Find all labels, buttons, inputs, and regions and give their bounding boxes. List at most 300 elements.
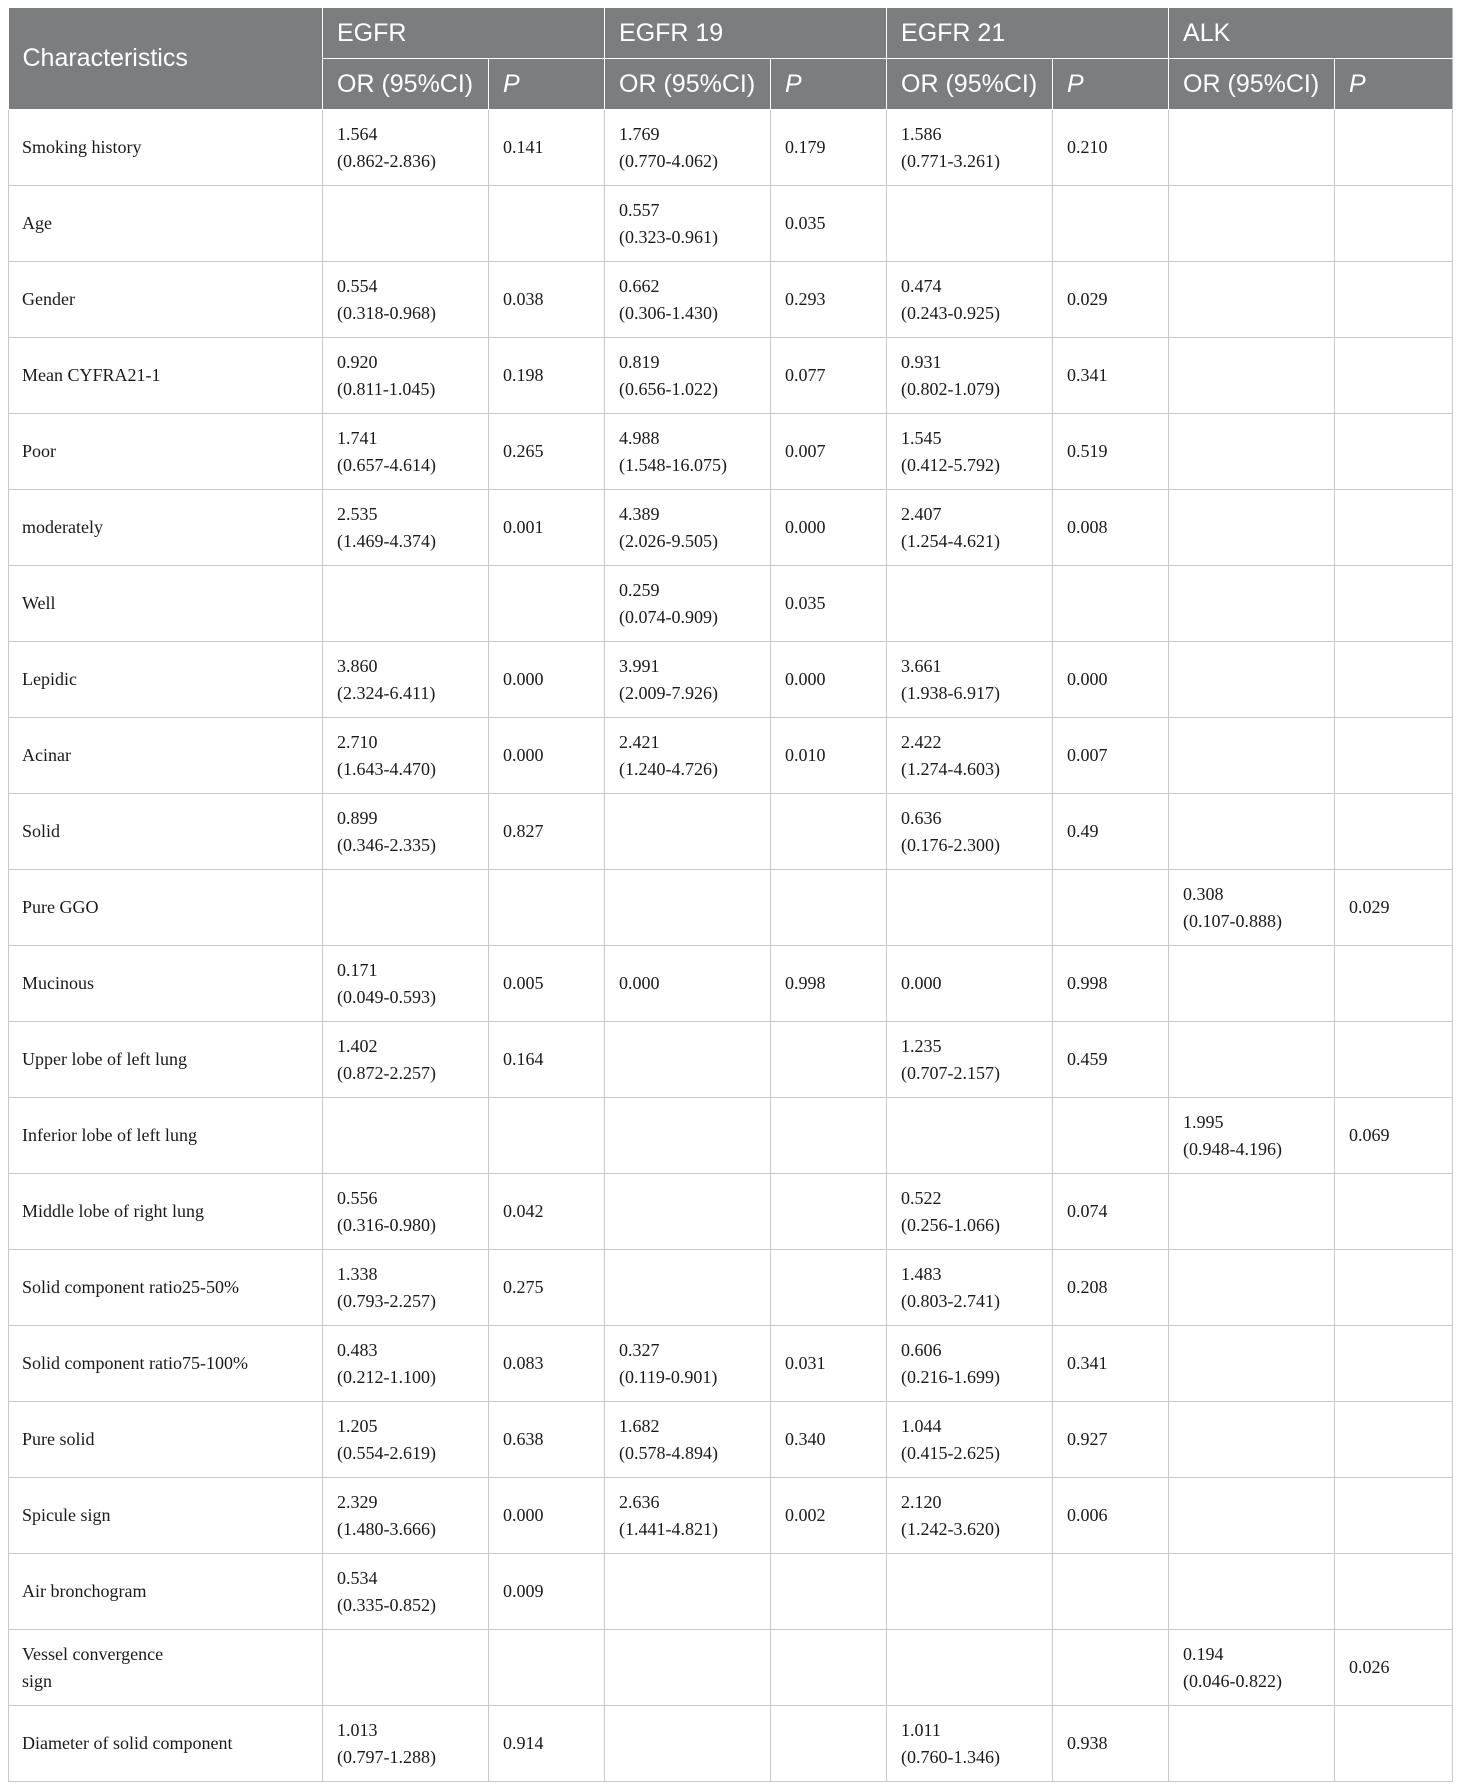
- ci-value: (0.049-0.593): [337, 986, 436, 1007]
- or-value: 0.474: [901, 275, 942, 296]
- or-cell-egfr: [323, 110, 489, 186]
- or-cell-egfr21: [887, 1706, 1053, 1782]
- or-cell-alk: [1169, 1174, 1335, 1250]
- or-cell-egfr: [323, 642, 489, 718]
- ci-value: (2.324-6.411): [337, 682, 436, 703]
- p-cell-egfr21: 0.210: [1053, 110, 1169, 186]
- or-cell-egfr21: [887, 490, 1053, 566]
- ci-value: (0.554-2.619): [337, 1442, 436, 1463]
- or-cell-egfr21: [887, 110, 1053, 186]
- or-cell-alk: [1169, 186, 1335, 262]
- or-cell-egfr21: [887, 946, 1053, 1022]
- table-row: [9, 1326, 1453, 1402]
- p-cell-alk: [1335, 1174, 1453, 1250]
- or-header: OR (95%CI): [1169, 59, 1335, 110]
- or-header: OR (95%CI): [605, 59, 771, 110]
- or-value: 0.931: [901, 351, 942, 372]
- or-value: 1.741: [337, 427, 378, 448]
- row-label: Upper lobe of left lung: [9, 1022, 323, 1098]
- or-cell-alk: [1169, 642, 1335, 718]
- ci-value: (2.009-7.926): [619, 682, 718, 703]
- or-cell-alk: [1169, 1554, 1335, 1630]
- or-cell-egfr19: [605, 794, 771, 870]
- row-label-line: Vessel convergence: [22, 1643, 164, 1664]
- or-cell-egfr: [323, 718, 489, 794]
- or-cell-egfr21: [887, 794, 1053, 870]
- or-cell-egfr19: [605, 1098, 771, 1174]
- or-cell-egfr19: [605, 110, 771, 186]
- table-row: [9, 642, 1453, 718]
- row-label: Lepidic: [9, 642, 323, 718]
- or-cell-egfr: [323, 1478, 489, 1554]
- row-label: Inferior lobe of left lung: [9, 1098, 323, 1174]
- or-cell-egfr19: [605, 1022, 771, 1098]
- p-cell-egfr: 0.038: [489, 262, 605, 338]
- row-label: [9, 1630, 323, 1706]
- or-cell-alk: [1169, 1630, 1335, 1706]
- or-cell-egfr19: [605, 642, 771, 718]
- table-row: [9, 338, 1453, 414]
- p-cell-alk: [1335, 718, 1453, 794]
- row-label: moderately: [9, 490, 323, 566]
- row-label: Poor: [9, 414, 323, 490]
- or-value: 0.483: [337, 1339, 378, 1360]
- ci-value: (0.243-0.925): [901, 302, 1001, 323]
- or-value: 2.710: [337, 731, 378, 752]
- p-cell-egfr19: 0.010: [771, 718, 887, 794]
- ci-value: (0.107-0.888): [1183, 910, 1283, 931]
- or-cell-egfr: [323, 1402, 489, 1478]
- ci-value: (0.216-1.699): [901, 1366, 1001, 1387]
- table-row: [9, 1098, 1453, 1174]
- p-cell-egfr: 0.638: [489, 1402, 605, 1478]
- row-label: Smoking history: [9, 110, 323, 186]
- or-cell-egfr21: [887, 642, 1053, 718]
- p-cell-egfr: 0.042: [489, 1174, 605, 1250]
- p-cell-egfr: 0.827: [489, 794, 605, 870]
- row-label: Solid component ratio25-50%: [9, 1250, 323, 1326]
- row-label: Well: [9, 566, 323, 642]
- p-header: P: [1053, 59, 1169, 110]
- table-row: [9, 1250, 1453, 1326]
- ci-value: (1.240-4.726): [619, 758, 718, 779]
- or-cell-egfr: [323, 870, 489, 946]
- p-cell-egfr21: [1053, 566, 1169, 642]
- or-cell-egfr19: [605, 1554, 771, 1630]
- p-cell-alk: [1335, 1250, 1453, 1326]
- row-label: Diameter of solid component: [9, 1706, 323, 1782]
- or-cell-alk: [1169, 1250, 1335, 1326]
- p-cell-egfr21: [1053, 1630, 1169, 1706]
- ci-value: (0.412-5.792): [901, 454, 1001, 475]
- or-value: 0.920: [337, 351, 378, 372]
- p-cell-alk: [1335, 642, 1453, 718]
- ci-value: (0.074-0.909): [619, 606, 718, 627]
- ci-value: (0.803-2.741): [901, 1290, 1001, 1311]
- ci-value: (1.469-4.374): [337, 530, 436, 551]
- or-cell-egfr19: [605, 1402, 771, 1478]
- ci-value: (0.335-0.852): [337, 1594, 436, 1615]
- group-header-egfr: EGFR: [323, 8, 605, 59]
- ci-value: (0.707-2.157): [901, 1062, 1001, 1083]
- p-cell-alk: [1335, 490, 1453, 566]
- or-cell-egfr21: [887, 1326, 1053, 1402]
- or-cell-egfr19: [605, 1250, 771, 1326]
- p-cell-egfr19: 0.002: [771, 1478, 887, 1554]
- p-cell-egfr21: 0.519: [1053, 414, 1169, 490]
- or-cell-alk: [1169, 414, 1335, 490]
- or-value: 0.308: [1183, 883, 1224, 904]
- ci-value: (0.760-1.346): [901, 1746, 1001, 1767]
- p-cell-egfr21: [1053, 186, 1169, 262]
- p-cell-egfr19: 0.031: [771, 1326, 887, 1402]
- p-cell-egfr19: [771, 1250, 887, 1326]
- ci-value: (0.256-1.066): [901, 1214, 1001, 1235]
- or-cell-alk: [1169, 946, 1335, 1022]
- ci-value: (0.046-0.822): [1183, 1670, 1283, 1691]
- ci-value: (1.254-4.621): [901, 530, 1001, 551]
- or-value: 1.995: [1183, 1111, 1224, 1132]
- ci-value: (0.415-2.625): [901, 1442, 1001, 1463]
- ci-value: (0.306-1.430): [619, 302, 718, 323]
- row-label: Gender: [9, 262, 323, 338]
- or-cell-egfr19: [605, 1478, 771, 1554]
- ci-value: (0.872-2.257): [337, 1062, 436, 1083]
- table-row: [9, 946, 1453, 1022]
- or-value: 0.606: [901, 1339, 942, 1360]
- ci-value: (0.212-1.100): [337, 1366, 436, 1387]
- ci-value: (0.316-0.980): [337, 1214, 436, 1235]
- p-header: P: [771, 59, 887, 110]
- row-label: Middle lobe of right lung: [9, 1174, 323, 1250]
- or-value: 0.819: [619, 351, 660, 372]
- or-value: 1.338: [337, 1263, 378, 1284]
- table-row: [9, 1478, 1453, 1554]
- group-header-egfr19: EGFR 19: [605, 8, 887, 59]
- row-label: Air bronchogram: [9, 1554, 323, 1630]
- or-cell-egfr: [323, 794, 489, 870]
- or-cell-egfr: [323, 1250, 489, 1326]
- p-cell-egfr19: [771, 1630, 887, 1706]
- ci-value: (1.242-3.620): [901, 1518, 1001, 1539]
- or-cell-egfr21: [887, 1478, 1053, 1554]
- p-cell-egfr19: 0.998: [771, 946, 887, 1022]
- ci-value: (0.323-0.961): [619, 226, 718, 247]
- p-cell-egfr21: [1053, 870, 1169, 946]
- or-cell-egfr21: [887, 1250, 1053, 1326]
- or-cell-egfr21: [887, 1098, 1053, 1174]
- ci-value: (0.578-4.894): [619, 1442, 718, 1463]
- or-cell-egfr19: [605, 338, 771, 414]
- or-cell-egfr21: [887, 1174, 1053, 1250]
- row-label: Acinar: [9, 718, 323, 794]
- or-cell-egfr: [323, 566, 489, 642]
- or-value: 0.899: [337, 807, 378, 828]
- p-cell-egfr: 0.000: [489, 1478, 605, 1554]
- characteristics-header: Characteristics: [9, 8, 323, 110]
- group-header-alk: ALK: [1169, 8, 1453, 59]
- table-row: [9, 794, 1453, 870]
- p-cell-egfr19: [771, 794, 887, 870]
- p-cell-egfr: 0.141: [489, 110, 605, 186]
- or-value: 0.554: [337, 275, 378, 296]
- ci-value: (0.176-2.300): [901, 834, 1001, 855]
- or-value: 1.402: [337, 1035, 378, 1056]
- or-value: 1.483: [901, 1263, 942, 1284]
- table-row: [9, 414, 1453, 490]
- row-label: Mean CYFRA21-1: [9, 338, 323, 414]
- or-cell-egfr21: [887, 414, 1053, 490]
- or-cell-egfr: [323, 490, 489, 566]
- p-cell-egfr19: 0.000: [771, 490, 887, 566]
- p-cell-egfr21: 0.074: [1053, 1174, 1169, 1250]
- or-cell-egfr: [323, 262, 489, 338]
- or-cell-alk: [1169, 490, 1335, 566]
- table-row: [9, 490, 1453, 566]
- or-cell-egfr19: [605, 414, 771, 490]
- p-cell-egfr: 0.275: [489, 1250, 605, 1326]
- or-cell-alk: [1169, 1402, 1335, 1478]
- table-row: [9, 1022, 1453, 1098]
- or-value: 2.407: [901, 503, 942, 524]
- p-cell-egfr19: 0.077: [771, 338, 887, 414]
- p-cell-egfr21: 0.998: [1053, 946, 1169, 1022]
- p-cell-egfr19: 0.007: [771, 414, 887, 490]
- ci-value: (0.948-4.196): [1183, 1138, 1283, 1159]
- or-value: 1.013: [337, 1719, 378, 1740]
- p-cell-egfr: 0.009: [489, 1554, 605, 1630]
- p-cell-alk: [1335, 946, 1453, 1022]
- table-row: [9, 1630, 1453, 1706]
- or-value: 1.205: [337, 1415, 378, 1436]
- or-cell-egfr19: [605, 490, 771, 566]
- p-cell-egfr19: 0.035: [771, 186, 887, 262]
- or-value: 0.259: [619, 579, 660, 600]
- or-cell-egfr: [323, 1098, 489, 1174]
- p-cell-alk: [1335, 1706, 1453, 1782]
- p-cell-egfr21: [1053, 1098, 1169, 1174]
- or-cell-egfr21: [887, 566, 1053, 642]
- or-value: 2.422: [901, 731, 942, 752]
- or-value: 1.564: [337, 123, 378, 144]
- ci-value: (0.770-4.062): [619, 150, 718, 171]
- p-cell-egfr19: [771, 1098, 887, 1174]
- ci-value: (1.548-16.075): [619, 454, 727, 475]
- or-cell-egfr: [323, 1630, 489, 1706]
- p-cell-alk: [1335, 566, 1453, 642]
- or-value: 0.636: [901, 807, 942, 828]
- p-cell-egfr21: 0.008: [1053, 490, 1169, 566]
- or-value: 1.044: [901, 1415, 942, 1436]
- or-cell-egfr: [323, 414, 489, 490]
- or-value: 0.327: [619, 1339, 660, 1360]
- or-cell-egfr: [323, 1706, 489, 1782]
- or-value: 1.011: [901, 1719, 941, 1740]
- or-value: 0.000: [619, 973, 660, 993]
- or-value: 1.545: [901, 427, 942, 448]
- or-value: 1.769: [619, 123, 660, 144]
- table-header: [9, 8, 1453, 110]
- or-value: 1.235: [901, 1035, 942, 1056]
- or-cell-egfr21: [887, 1554, 1053, 1630]
- p-cell-egfr19: [771, 1022, 887, 1098]
- p-cell-egfr: 0.265: [489, 414, 605, 490]
- or-cell-alk: [1169, 566, 1335, 642]
- or-cell-alk: [1169, 1098, 1335, 1174]
- or-cell-egfr19: [605, 946, 771, 1022]
- or-cell-egfr19: [605, 566, 771, 642]
- p-cell-egfr: 0.164: [489, 1022, 605, 1098]
- or-cell-alk: [1169, 1706, 1335, 1782]
- or-cell-alk: [1169, 718, 1335, 794]
- ci-value: (0.793-2.257): [337, 1290, 436, 1311]
- p-cell-alk: [1335, 1022, 1453, 1098]
- or-cell-egfr: [323, 1022, 489, 1098]
- or-value: 0.534: [337, 1567, 378, 1588]
- p-cell-egfr19: 0.000: [771, 642, 887, 718]
- p-cell-alk: 0.029: [1335, 870, 1453, 946]
- table-row: [9, 566, 1453, 642]
- ci-value: (0.771-3.261): [901, 150, 1001, 171]
- or-cell-alk: [1169, 110, 1335, 186]
- p-cell-alk: [1335, 338, 1453, 414]
- p-cell-egfr19: 0.293: [771, 262, 887, 338]
- or-cell-alk: [1169, 262, 1335, 338]
- table-row: [9, 870, 1453, 946]
- ci-value: (1.643-4.470): [337, 758, 436, 779]
- or-value: 4.389: [619, 503, 660, 524]
- or-cell-alk: [1169, 870, 1335, 946]
- or-cell-egfr: [323, 186, 489, 262]
- p-cell-alk: 0.026: [1335, 1630, 1453, 1706]
- or-cell-egfr: [323, 1326, 489, 1402]
- or-cell-alk: [1169, 1478, 1335, 1554]
- or-cell-alk: [1169, 338, 1335, 414]
- p-cell-egfr19: [771, 1706, 887, 1782]
- or-cell-egfr21: [887, 870, 1053, 946]
- or-value: 2.535: [337, 503, 378, 524]
- p-cell-egfr: 0.001: [489, 490, 605, 566]
- or-cell-egfr19: [605, 1630, 771, 1706]
- or-cell-egfr19: [605, 1174, 771, 1250]
- p-cell-egfr: [489, 566, 605, 642]
- or-cell-egfr21: [887, 186, 1053, 262]
- p-cell-egfr: [489, 1098, 605, 1174]
- or-cell-egfr19: [605, 870, 771, 946]
- or-cell-egfr19: [605, 186, 771, 262]
- p-cell-egfr21: 0.459: [1053, 1022, 1169, 1098]
- or-cell-alk: [1169, 1326, 1335, 1402]
- p-cell-alk: [1335, 794, 1453, 870]
- or-value: 1.682: [619, 1415, 660, 1436]
- or-cell-alk: [1169, 1022, 1335, 1098]
- p-cell-alk: [1335, 110, 1453, 186]
- row-label: Pure solid: [9, 1402, 323, 1478]
- or-value: 2.120: [901, 1491, 942, 1512]
- p-cell-egfr19: [771, 870, 887, 946]
- or-value: 2.636: [619, 1491, 660, 1512]
- ci-value: (1.441-4.821): [619, 1518, 718, 1539]
- p-cell-egfr: 0.000: [489, 718, 605, 794]
- or-value: 2.329: [337, 1491, 378, 1512]
- table-row: [9, 262, 1453, 338]
- p-cell-egfr19: 0.340: [771, 1402, 887, 1478]
- table-row: [9, 1402, 1453, 1478]
- or-cell-egfr19: [605, 262, 771, 338]
- ci-value: (0.656-1.022): [619, 378, 718, 399]
- ci-value: (0.119-0.901): [619, 1366, 718, 1387]
- table-row: [9, 1706, 1453, 1782]
- p-cell-alk: [1335, 1326, 1453, 1402]
- p-cell-egfr21: 0.341: [1053, 338, 1169, 414]
- or-value: 0.194: [1183, 1643, 1224, 1664]
- p-cell-alk: [1335, 262, 1453, 338]
- or-value: 0.556: [337, 1187, 378, 1208]
- or-cell-egfr21: [887, 1402, 1053, 1478]
- row-label: Solid: [9, 794, 323, 870]
- p-cell-egfr: 0.083: [489, 1326, 605, 1402]
- p-cell-egfr: [489, 186, 605, 262]
- or-value: 0.171: [337, 959, 378, 980]
- row-label: Solid component ratio75-100%: [9, 1326, 323, 1402]
- p-cell-alk: [1335, 1478, 1453, 1554]
- or-value: 3.860: [337, 655, 378, 676]
- p-cell-egfr19: [771, 1174, 887, 1250]
- p-cell-egfr21: 0.000: [1053, 642, 1169, 718]
- table-body: [9, 110, 1453, 1782]
- p-cell-egfr19: 0.179: [771, 110, 887, 186]
- p-cell-egfr21: [1053, 1554, 1169, 1630]
- row-label: Spicule sign: [9, 1478, 323, 1554]
- p-cell-alk: [1335, 414, 1453, 490]
- table-row: [9, 1174, 1453, 1250]
- ci-value: (2.026-9.505): [619, 530, 718, 551]
- p-header: P: [1335, 59, 1453, 110]
- ci-value: (0.862-2.836): [337, 150, 436, 171]
- or-value: 2.421: [619, 731, 660, 752]
- or-cell-egfr: [323, 1554, 489, 1630]
- row-label: Age: [9, 186, 323, 262]
- or-cell-egfr21: [887, 262, 1053, 338]
- p-cell-alk: [1335, 1402, 1453, 1478]
- row-label: Mucinous: [9, 946, 323, 1022]
- p-cell-egfr21: 0.208: [1053, 1250, 1169, 1326]
- or-value: 0.000: [901, 973, 942, 993]
- p-cell-egfr21: 0.006: [1053, 1478, 1169, 1554]
- or-cell-egfr21: [887, 1022, 1053, 1098]
- table-row: [9, 1554, 1453, 1630]
- ci-value: (0.811-1.045): [337, 378, 436, 399]
- p-cell-egfr21: 0.029: [1053, 262, 1169, 338]
- p-cell-egfr: [489, 1630, 605, 1706]
- table-row: [9, 718, 1453, 794]
- p-cell-egfr21: 0.341: [1053, 1326, 1169, 1402]
- or-cell-egfr: [323, 1174, 489, 1250]
- ci-value: (1.938-6.917): [901, 682, 1001, 703]
- table-row: [9, 110, 1453, 186]
- p-cell-egfr: 0.000: [489, 642, 605, 718]
- or-header: OR (95%CI): [887, 59, 1053, 110]
- or-value: 0.557: [619, 199, 660, 220]
- ci-value: (1.480-3.666): [337, 1518, 436, 1539]
- or-cell-egfr21: [887, 1630, 1053, 1706]
- p-cell-egfr21: 0.49: [1053, 794, 1169, 870]
- or-cell-egfr19: [605, 1706, 771, 1782]
- or-cell-alk: [1169, 794, 1335, 870]
- p-cell-egfr: 0.198: [489, 338, 605, 414]
- table-row: [9, 186, 1453, 262]
- row-label: Pure GGO: [9, 870, 323, 946]
